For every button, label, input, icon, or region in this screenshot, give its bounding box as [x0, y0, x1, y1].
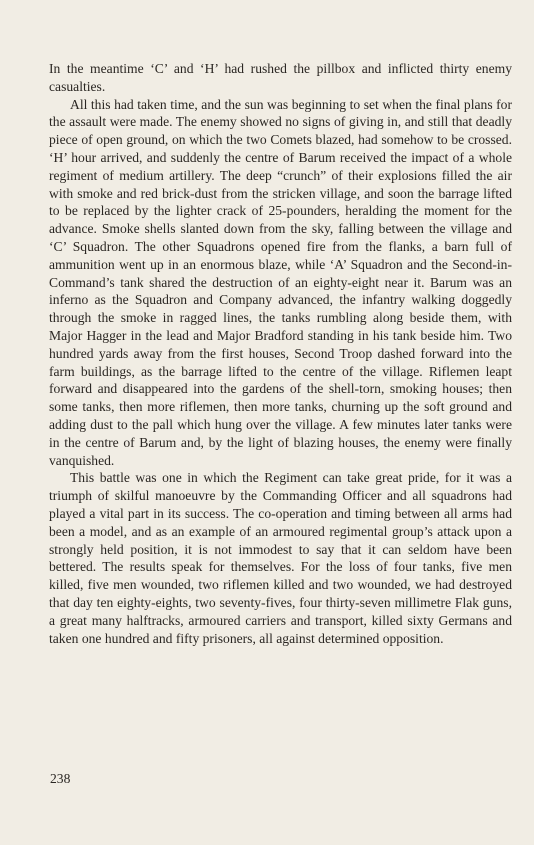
body-text [49, 60, 512, 647]
paragraph-1: In the meantime ‘C’ and ‘H’ had rushed the pillbox and inflicted thirty enemy casualties. [49, 61, 512, 94]
page-number: 238 [50, 771, 71, 786]
paragraph-3: This battle was one in which the Regiment can take great pride, for it was a triumph of skilful manoeuvre by the Commanding Officer and all squadrons had played a vital part in its success. The co-operation and timing between all arms had been a model, and as an example of an armoured regimental group’s attack upon a strongly held position, it is not immodest to say that it can seldom have been bettered. The results speak for themselves. For the loss of four tanks, five men killed, five men wounded, two riflemen killed and two wounded, we had destroyed that day ten eighty-eights, two seventy-fives, four thirty-seven millimetre Flak guns, a great many halftracks, armoured carriers and transport, killed sixty Germans and taken one hundred and fifty prisoners, all against determined opposition. [49, 470, 512, 646]
paragraph-2: All this had taken time, and the sun was beginning to set when the final plans for the assault were made. The enemy showed no signs of giving in, and still that deadly piece of open ground, on which the two Comets blazed, had somehow to be crossed. ‘H’ hour arrived, and suddenly the centre of Barum received the impact of a whole regiment of medium artillery. The deep “crunch” of their explosions filled the air with smoke and red brick-dust from the stricken village, and soon the barrage lifted to be replaced by the lighter crack of 25-pounders, heralding the moment for the advance. Smoke shells slanted down from the sky, falling between the village and ‘C’ Squadron. The other Squadrons opened fire from the flanks, a barn full of ammunition went up in an enormous blaze, while ‘A’ Squadron and the Second-in-Command’s tank shared the destruction of an eighty-eight near it. Barum was an inferno as the Squadron and Company advanced, the infantry walking doggedly through the smoke in ragged lines, the tanks rumbling along beside them, with Major Hagger in the lead and Major Bradford standing in his tank beside him. Two hundred yards away from the first houses, Second Troop dashed forward into the farm buildings, as the barrage lifted to the centre of the village. Riflemen leapt forward and disappeared into the gardens of the shell-torn, smoking houses; then some tanks, then more riflemen, then more tanks, churning up the soft ground and adding dust to the pall which hung over the village. A few minutes later tanks were in the centre of Barum and, by the light of blazing houses, the enemy were finally vanquished. [49, 96, 512, 468]
